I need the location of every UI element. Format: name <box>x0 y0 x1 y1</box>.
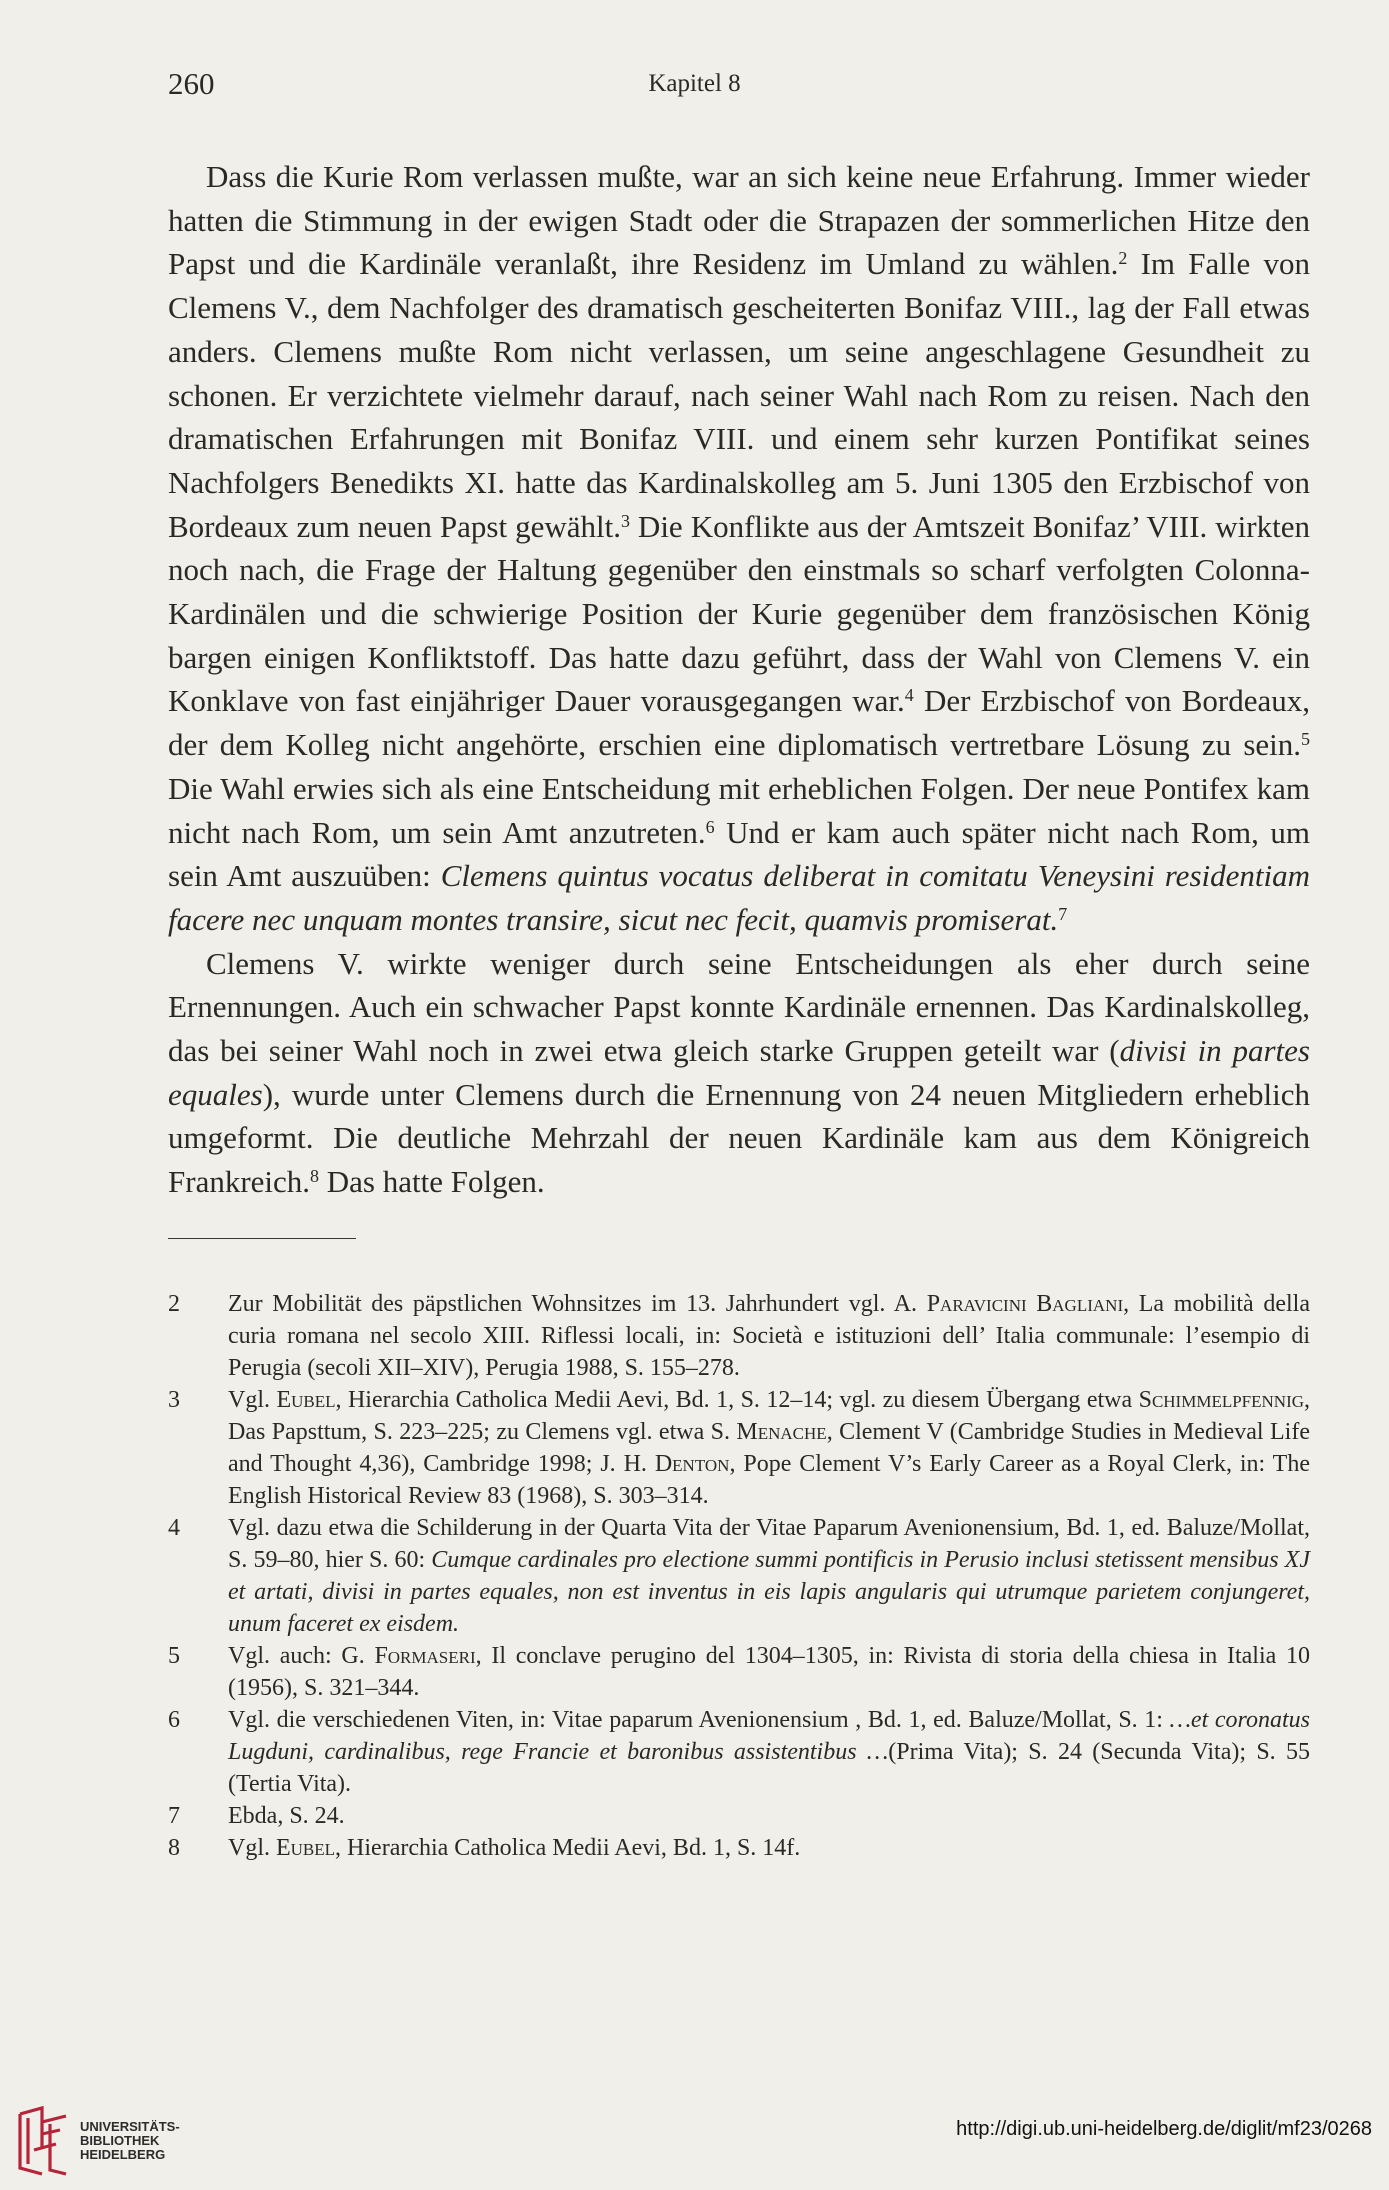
text-run: Die Konflikte aus der Amtszeit Bonifaz’ VIII. wirkten noch nach, die Frage der Haltung gegenüber den einstmals so scharf verfolgten Colonna-Kardinälen und die schwierige Position der Kurie gegenüber dem französischen König bargen einigen Konfliktstoff. Das hatte dazu geführt, dass der Wahl von Clemens V. ein Konklave von fast einjähriger Dauer vorausgegangen war. <box>168 508 1310 719</box>
running-head: Kapitel 8 <box>648 70 741 97</box>
footnotes <box>168 1288 1310 1864</box>
footnote-8 <box>168 1832 1310 1864</box>
text-run: Und er kam auch später nicht nach Rom, um sein Amt auszuüben: <box>168 814 1310 894</box>
footnote-number: 5 <box>168 1643 180 1669</box>
footnote-2 <box>168 1288 1310 1384</box>
footnote-3 <box>168 1384 1310 1512</box>
paragraph-1 <box>168 155 1310 942</box>
footnote-number: 3 <box>168 1387 180 1413</box>
page-number: 260 <box>168 66 215 101</box>
footnote-number: 4 <box>168 1515 180 1541</box>
footnote-ref[interactable]: 8 <box>310 1166 320 1187</box>
text-run: Clemens V. wirkte weniger durch seine Entscheidungen als eher durch seine Ernennungen. Auch ein schwacher Papst konnte Kardinäle ernennen. Das Kardinalskolleg, das bei seiner Wahl noch in zwei etwa gleich starke Gruppen geteilt war ( <box>168 945 1310 1069</box>
latin-quote: divisi in partes equales <box>168 1033 1310 1112</box>
text-run: Die Wahl erwies sich als eine Entscheidung mit erheblichen Folgen. Der neue Pontifex kam nicht nach Rom, um sein Amt anzutreten. <box>168 770 1310 850</box>
footnote-number: 7 <box>168 1803 180 1829</box>
footnote-7 <box>168 1800 1310 1832</box>
footnote-ref[interactable]: 7 <box>1058 904 1068 925</box>
source-url-link[interactable]: http://digi.ub.uni-heidelberg.de/diglit/mf23/0268 <box>956 2118 1372 2140</box>
footnote-number: 2 <box>168 1291 180 1317</box>
footnote-ref[interactable]: 5 <box>1301 729 1310 750</box>
body-text <box>168 155 1310 1204</box>
text-run: Das hatte Folgen. <box>319 1164 545 1200</box>
footnote-4 <box>168 1512 1310 1640</box>
text-run: Im Falle von Clemens V., dem Nachfolger des dramatisch gescheiterten Bonifaz VIII., lag der Fall etwas anders. Clemens mußte Rom nicht verlassen, um seine angeschlagene Gesundheit zu schonen. Er verzichtete vielmehr darauf, nach seiner Wahl nach Rom zu reisen. Nach den dramatischen Erfahrungen mit Bonifaz VIII. und einem sehr kurzen Pontifikat seines Nachfolgers Benedikts XI. hatte das Kardinalskolleg am 5. Juni 1305 den Erzbischof von Bordeaux zum neuen Papst gewählt. <box>168 246 1310 544</box>
footnote-text: Vgl. auch: G. Formaseri, Il conclave perugino del 1304–1305, in: Rivista di storia della chiesa in Italia 10 (1956), S. 321–344. <box>228 1643 1310 1701</box>
footnote-ref[interactable]: 3 <box>620 510 630 531</box>
footnote-divider <box>168 1238 356 1239</box>
library-name: UNIVERSITÄTS- BIBLIOTHEK HEIDELBERG <box>80 2119 180 2162</box>
footnote-text: Vgl. dazu etwa die Schilderung in der Quarta Vita der Vitae Paparum Avenionensium, Bd. 1, ed. Baluze/Mollat, S. 59–80, hier S. 60: Cumque cardinales pro electione summi pontificis in Perusio inclusi stetissent mensibus XJ et artati, divisi in partes equales, non est inventus in eis lapis angularis qui utrumque parietem conjungeret, unum faceret ex eisdem. <box>228 1515 1310 1637</box>
footnote-ref[interactable]: 6 <box>705 816 715 837</box>
footnote-text: Vgl. Eubel, Hierarchia Catholica Medii Aevi, Bd. 1, S. 14f. <box>228 1835 801 1861</box>
library-logo[interactable] <box>12 2098 182 2184</box>
library-logo-icon <box>12 2104 74 2178</box>
footnote-5 <box>168 1640 1310 1704</box>
footnote-ref[interactable]: 4 <box>904 685 914 706</box>
footnote-text: Vgl. Eubel, Hierarchia Catholica Medii Aevi, Bd. 1, S. 12–14; vgl. zu diesem Übergang etwa Schimmelpfennig, Das Papsttum, S. 223–225; zu Clemens vgl. etwa S. Menache, Clement V (Cambridge Studies in Medieval Life and Thought 4,36), Cambridge 1998; J. H. Denton, Pope Clement V’s Early Career as a Royal Clerk, in: The English Historical Review 83 (1968), S. 303–314. <box>228 1387 1311 1509</box>
footnote-text: Zur Mobilität des päpstlichen Wohnsitzes im 13. Jahrhundert vgl. A. Paravicini Bagliani, La mobilità della curia romana nel secolo XIII. Riflessi locali, in: Società e istituzioni dell’ Italia communale: l’esempio di Perugia (secoli XII–XIV), Perugia 1988, S. 155–278. <box>228 1291 1311 1381</box>
footnote-ref[interactable]: 2 <box>1118 248 1128 269</box>
footnote-6 <box>168 1704 1310 1800</box>
footnote-number: 6 <box>168 1707 180 1733</box>
footnote-text: Vgl. die verschiedenen Viten, in: Vitae paparum Avenionensium , Bd. 1, ed. Baluze/Mollat, S. 1: …et coronatus Lugduni, cardinalibus, rege Francie et baronibus assistentibus …(Prima Vita); S. 24 (Secunda Vita); S. 55 (Tertia Vita). <box>228 1707 1310 1797</box>
text-run: Der Erzbischof von Bordeaux, der dem Kolleg nicht angehörte, erschien eine diplomatisch vertretbare Lösung zu sein. <box>168 683 1310 763</box>
text-run: ), wurde unter Clemens durch die Ernennung von 24 neuen Mitgliedern erheblich umgeformt. Die deutliche Mehrzahl der neuen Kardinäle kam aus dem Königreich Frankreich. <box>168 1076 1310 1200</box>
text-run: Dass die Kurie Rom verlassen mußte, war an sich keine neue Erfahrung. Immer wieder hatten die Stimmung in der ewigen Stadt oder die Strapazen der sommerlichen Hitze den Papst und die Kardinäle veranlaßt, ihre Residenz im Umland zu wählen. <box>168 159 1310 282</box>
footnote-number: 8 <box>168 1835 180 1861</box>
footnote-text: Ebda, S. 24. <box>228 1803 345 1829</box>
latin-quote: Clemens quintus vocatus deliberat in comitatu Veneysini residentiam facere nec unquam montes transire, sicut nec fecit, quamvis promiserat. <box>168 858 1310 937</box>
paragraph-2 <box>168 942 1310 1204</box>
